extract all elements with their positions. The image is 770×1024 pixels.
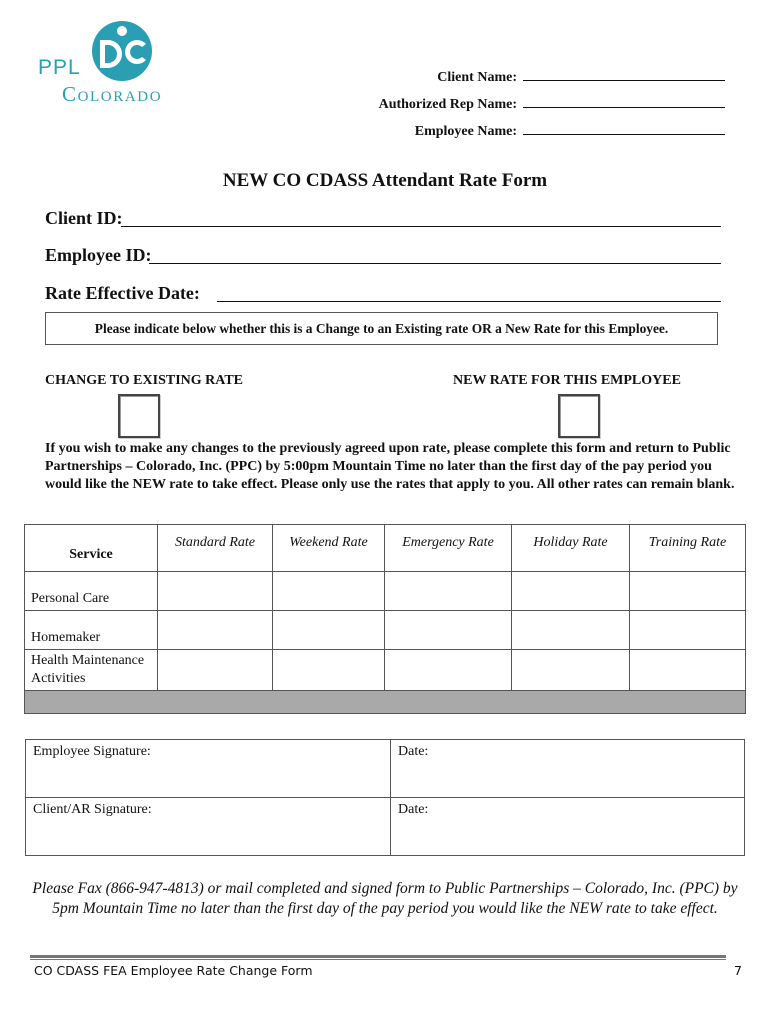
table-row [25,572,746,611]
fax-instructions: Please Fax (866-947-4813) or mail completed and signed form to Public Partnerships – Colorado, Inc. (PPC) by 5pm Mountain Time no later than the first day of the pay period you would like the NEW rate to take effect. [32,880,738,917]
rate-cell[interactable] [512,572,630,611]
shaded-cell [25,691,746,714]
table-row [26,740,745,798]
client-id-line[interactable] [121,226,721,227]
rate-cell[interactable] [273,572,385,611]
service-health-maintenance: Health Maintenance Activities [25,650,158,691]
employee-name-field[interactable] [415,122,725,140]
rate-cell[interactable] [158,650,273,691]
instructions-text: If you wish to make any changes to the previously agreed upon rate, please complete this form and return to Public Partnerships – Colorado, Inc. (PPC) by 5:00pm Mountain Time no later than the first day of the pay period you would like the NEW rate to take effect. Please only use the rates that apply to you. All other rates can remain blank. [45,441,735,492]
client-date-label: Date: [398,802,429,817]
rate-cell[interactable] [158,572,273,611]
service-homemaker: Homemaker [25,611,158,650]
rep-name-field[interactable] [379,95,725,113]
rep-name-line[interactable] [523,95,725,108]
rate-cell[interactable] [158,611,273,650]
standard-rate-column-header: Standard Rate [158,525,273,572]
signature-table [25,739,745,856]
rate-cell[interactable] [630,611,746,650]
client-date-cell[interactable] [391,798,745,856]
change-existing-rate-label: CHANGE TO EXISTING RATE [45,373,243,388]
rate-cell[interactable] [385,572,512,611]
logo-org-text: PPL [38,56,81,79]
service-column-header: Service [25,525,158,572]
footer-divider [30,955,726,958]
rate-cell[interactable] [512,650,630,691]
new-rate-label: NEW RATE FOR THIS EMPLOYEE [453,373,681,388]
employee-signature-cell[interactable] [26,740,391,798]
client-name-line[interactable] [523,68,725,81]
dc-logo-mark-icon [90,20,154,82]
shaded-row [25,691,746,714]
weekend-rate-column-header: Weekend Rate [273,525,385,572]
employee-signature-label: Employee Signature: [33,744,151,759]
client-id-label: Client ID: [45,208,123,228]
client-signature-label: Client/AR Signature: [33,802,152,817]
emergency-rate-column-header: Emergency Rate [385,525,512,572]
page-number: 7 [734,963,742,978]
table-row [25,611,746,650]
employee-date-cell[interactable] [391,740,745,798]
ppl-colorado-logo [28,18,198,110]
rate-effective-date-label: Rate Effective Date: [45,283,200,303]
service-personal-care: Personal Care [25,572,158,611]
rate-cell[interactable] [273,611,385,650]
client-name-field[interactable] [437,68,725,86]
rate-cell[interactable] [385,611,512,650]
table-row [25,650,746,691]
rate-table [24,524,746,714]
logo-state-text: Colorado [62,82,163,106]
footer-doc-name: CO CDASS FEA Employee Rate Change Form [34,963,313,978]
new-rate-checkbox[interactable] [558,394,600,438]
rate-cell[interactable] [512,611,630,650]
rate-effective-date-line[interactable] [217,301,721,302]
client-name-label: Client Name: [437,70,517,85]
employee-id-field[interactable] [45,245,721,266]
client-signature-cell[interactable] [26,798,391,856]
rate-cell[interactable] [273,650,385,691]
rate-type-notice: Please indicate below whether this is a Change to an Existing rate OR a New Rate for this Employee. [45,312,718,345]
rep-name-label: Authorized Rep Name: [378,97,517,112]
rate-cell[interactable] [385,650,512,691]
holiday-rate-column-header: Holiday Rate [512,525,630,572]
employee-id-label: Employee ID: [45,245,152,265]
employee-name-label: Employee Name: [414,124,517,139]
rate-effective-date-field[interactable] [45,283,721,304]
employee-name-line[interactable] [523,122,725,135]
rate-cell[interactable] [630,650,746,691]
rate-cell[interactable] [630,572,746,611]
form-title: NEW CO CDASS Attendant Rate Form [222,170,548,191]
footer-divider-thin [30,959,726,960]
client-id-field[interactable] [45,208,721,229]
employee-date-label: Date: [398,744,429,759]
change-existing-rate-checkbox[interactable] [118,394,160,438]
table-row [26,798,745,856]
employee-id-line[interactable] [149,263,721,264]
rate-table-header-row [25,525,746,572]
training-rate-column-header: Training Rate [630,525,746,572]
